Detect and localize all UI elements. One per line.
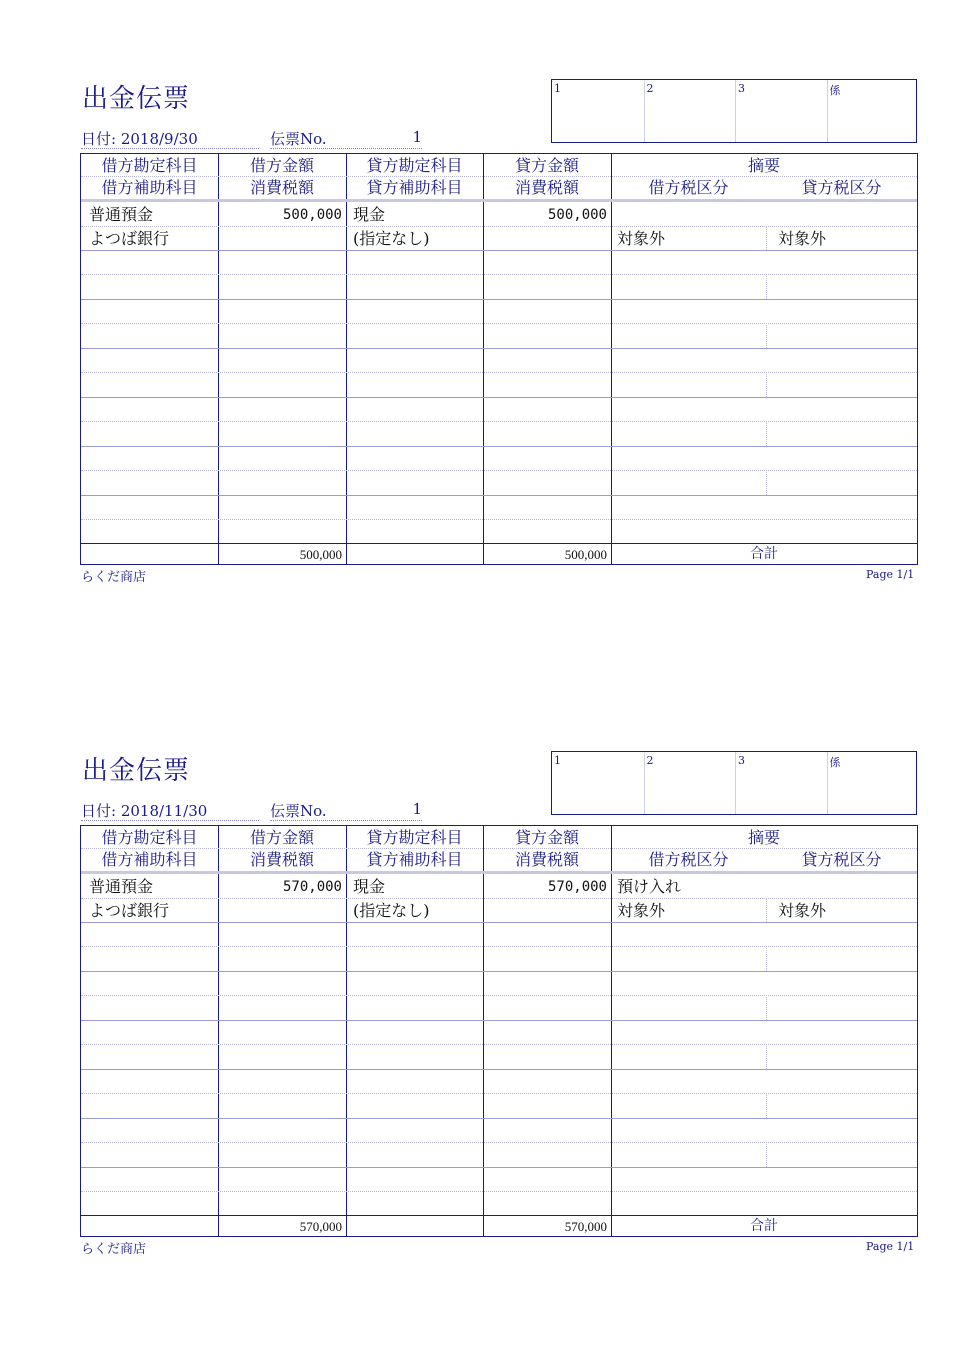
grid-rule	[81, 1069, 917, 1070]
header-debit-amount: 借方金額	[249, 156, 314, 175]
slip-date: 日付: 2018/9/30	[81, 130, 198, 148]
credit-account-value: 現金	[353, 877, 386, 896]
header-credit-amount: 貸方金額	[514, 828, 579, 847]
approval-cell-1: 1	[554, 754, 561, 767]
grid-rule	[81, 372, 917, 373]
grid-rule	[81, 397, 917, 398]
grid-rule	[81, 1142, 917, 1143]
header-debit-account: 借方勘定科目	[101, 156, 198, 175]
tax-divider	[766, 421, 767, 446]
grid-rule	[81, 176, 917, 177]
header-debit-sub: 借方補助科目	[101, 850, 198, 869]
page-indicator: Page 1/1	[866, 568, 915, 581]
journal-grid	[80, 825, 918, 1237]
header-credit-account: 貸方勘定科目	[366, 156, 463, 175]
tax-divider	[766, 946, 767, 971]
header-debit-tax-class: 借方税区分	[648, 850, 729, 869]
debit-tax-class-value: 対象外	[617, 229, 666, 248]
slip-no-label: 伝票No.	[270, 130, 327, 148]
approval-cell-2: 2	[644, 80, 736, 142]
debit-tax-class-value: 対象外	[617, 901, 666, 920]
grid-rule	[81, 922, 917, 923]
credit-amount-value: 500,000	[547, 207, 607, 223]
slip-no-underline	[270, 820, 422, 821]
tax-divider	[766, 226, 767, 250]
grid-rule	[81, 470, 917, 471]
grid-rule	[81, 1044, 917, 1045]
grid-rule	[81, 898, 917, 899]
header-debit-sub: 借方補助科目	[101, 178, 198, 197]
grid-divider	[346, 826, 347, 1236]
grid-rule	[81, 1191, 917, 1192]
header-tax-amount: 消費税額	[249, 178, 314, 197]
debit-account-value: 普通預金	[89, 205, 154, 224]
tax-divider	[766, 898, 767, 922]
credit-tax-class-value: 対象外	[778, 229, 827, 248]
journal-grid	[80, 153, 918, 565]
grid-rule	[81, 1020, 917, 1021]
credit-sub-value: (指定なし)	[353, 229, 430, 248]
grid-rule	[81, 446, 917, 447]
grid-rule	[81, 848, 917, 849]
grid-rule	[81, 250, 917, 251]
voucher-slip-2	[0, 672, 965, 1344]
tax-divider	[766, 995, 767, 1020]
header-credit-account: 貸方勘定科目	[366, 828, 463, 847]
header-debit-account: 借方勘定科目	[101, 828, 198, 847]
total-credit: 570,000	[564, 1219, 607, 1234]
grid-rule	[81, 348, 917, 349]
debit-sub-value: よつば銀行	[89, 229, 170, 248]
slip-no-label: 伝票No.	[270, 802, 327, 820]
approval-stamp-box	[551, 79, 917, 143]
header-credit-amount: 貸方金額	[514, 156, 579, 175]
slip-title: 出金伝票	[82, 756, 191, 786]
credit-amount-value: 570,000	[547, 879, 607, 895]
approval-stamp-box	[551, 751, 917, 815]
header-credit-tax: 消費税額	[514, 178, 579, 197]
header-debit-amount: 借方金額	[249, 828, 314, 847]
slip-no-underline	[270, 148, 422, 149]
header-rule	[81, 199, 917, 202]
company-name: らくだ商店	[81, 1242, 147, 1257]
header-summary: 摘要	[747, 828, 780, 847]
grid-rule	[81, 495, 917, 496]
header-credit-tax-class: 貸方税区分	[801, 850, 882, 869]
grid-rule	[81, 323, 917, 324]
grid-rule	[81, 971, 917, 972]
voucher-slip-1	[0, 0, 965, 672]
total-debit: 500,000	[299, 547, 342, 562]
date-underline	[81, 148, 259, 149]
slip-no-value: 1	[412, 800, 422, 818]
summary-value: 預け入れ	[617, 877, 682, 896]
grid-rule	[81, 519, 917, 520]
debit-amount-value: 570,000	[282, 879, 342, 895]
total-credit: 500,000	[564, 547, 607, 562]
tax-divider	[766, 372, 767, 397]
debit-amount-value: 500,000	[282, 207, 342, 223]
credit-account-value: 現金	[353, 205, 386, 224]
page-indicator: Page 1/1	[866, 1240, 915, 1253]
grid-rule	[81, 274, 917, 275]
header-tax-amount: 消費税額	[249, 850, 314, 869]
header-credit-sub: 貸方補助科目	[366, 850, 463, 869]
header-rule	[81, 871, 917, 874]
approval-cell-3: 3	[735, 80, 827, 142]
grid-rule	[81, 995, 917, 996]
slip-no-value: 1	[412, 128, 422, 146]
header-debit-tax-class: 借方税区分	[648, 178, 729, 197]
grid-divider	[611, 826, 612, 1236]
approval-cell-3: 3	[735, 752, 827, 814]
header-summary: 摘要	[747, 156, 780, 175]
total-label: 合計	[750, 546, 778, 562]
tax-divider	[766, 323, 767, 348]
debit-sub-value: よつば銀行	[89, 901, 170, 920]
debit-account-value: 普通預金	[89, 877, 154, 896]
tax-divider	[766, 274, 767, 299]
approval-cell-staff: 係	[827, 80, 919, 142]
approval-cell-2: 2	[644, 752, 736, 814]
header-credit-tax: 消費税額	[514, 850, 579, 869]
grid-rule	[81, 299, 917, 300]
grid-rule	[81, 946, 917, 947]
tax-divider	[766, 1142, 767, 1167]
total-label: 合計	[750, 1218, 778, 1234]
company-name: らくだ商店	[81, 570, 147, 585]
grid-divider	[346, 154, 347, 564]
tax-divider	[766, 470, 767, 495]
tax-divider	[766, 1093, 767, 1118]
total-debit: 570,000	[299, 1219, 342, 1234]
slip-title: 出金伝票	[82, 84, 191, 114]
grid-divider	[611, 154, 612, 564]
tax-divider	[766, 1044, 767, 1069]
header-credit-tax-class: 貸方税区分	[801, 178, 882, 197]
grid-rule	[81, 1118, 917, 1119]
grid-rule	[81, 1167, 917, 1168]
date-underline	[81, 820, 259, 821]
credit-sub-value: (指定なし)	[353, 901, 430, 920]
credit-tax-class-value: 対象外	[778, 901, 827, 920]
approval-cell-1: 1	[554, 82, 561, 95]
approval-cell-staff: 係	[827, 752, 919, 814]
slip-date: 日付: 2018/11/30	[81, 802, 208, 820]
grid-rule	[81, 226, 917, 227]
grid-rule	[81, 1093, 917, 1094]
grid-rule	[81, 421, 917, 422]
header-credit-sub: 貸方補助科目	[366, 178, 463, 197]
